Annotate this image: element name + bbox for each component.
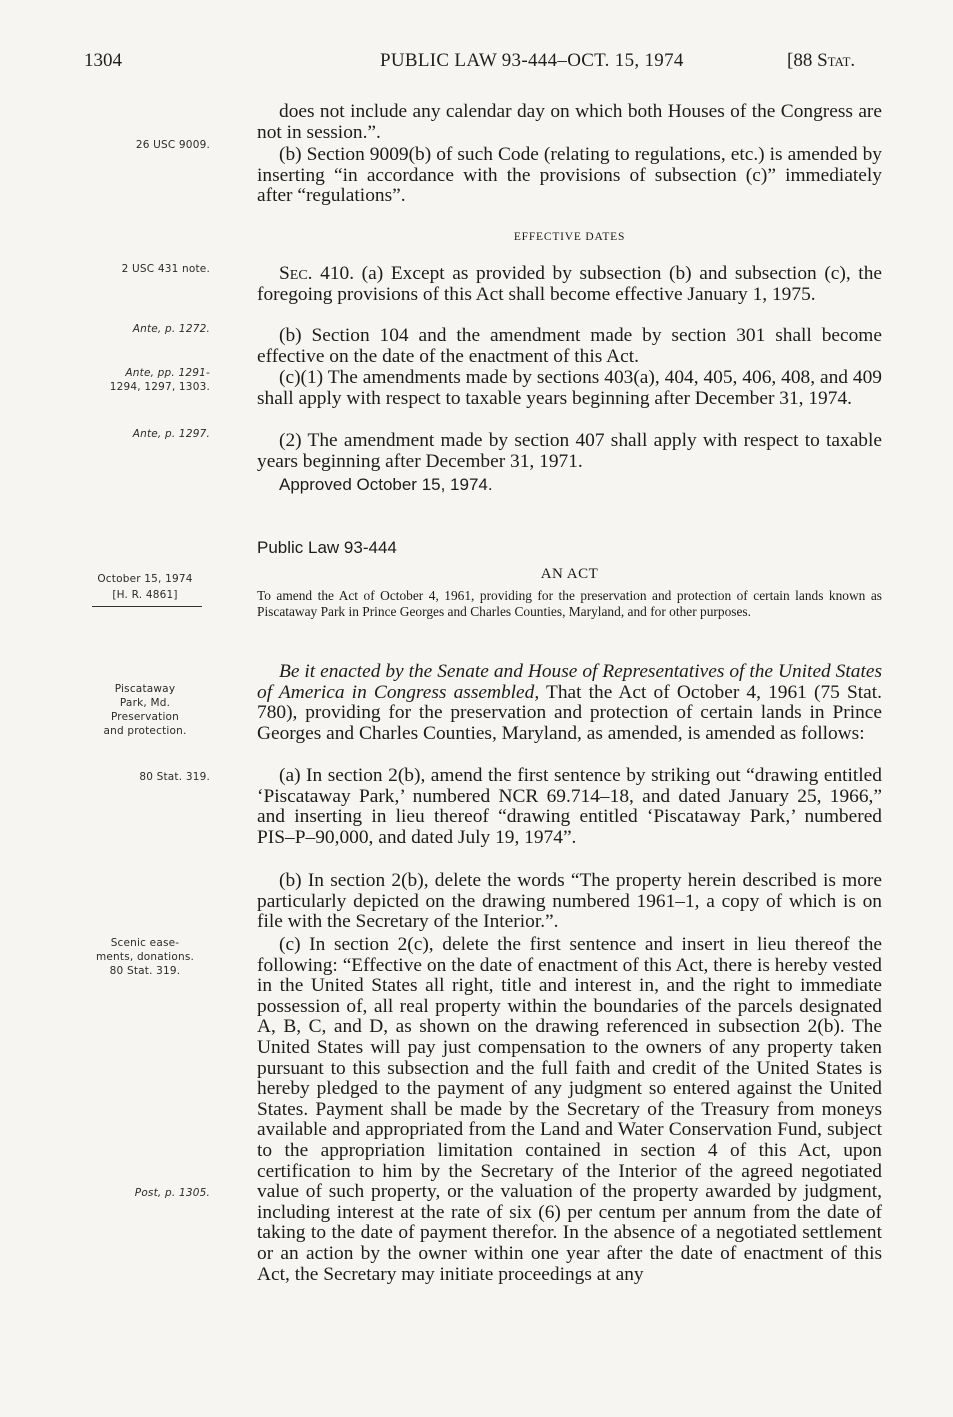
paragraph-9009b: (b) Section 9009(b) of such Code (relating to regulations, etc.) is amended by inserting “in accordance with the provisions of subsection (c)” immediately after “regulations”. <box>257 144 882 207</box>
statute-volume: [88 Stat. <box>787 50 856 71</box>
margin-note-post-1305: Post, p. 1305. <box>134 1187 210 1199</box>
heading-effective-dates: EFFECTIVE DATES <box>513 231 626 243</box>
margin-note-piscataway-1: Piscataway <box>114 683 176 695</box>
margin-note-ante-1297: Ante, p. 1297. <box>132 428 210 440</box>
amendment-c: (c) In section 2(c), delete the first sentence and insert in lieu thereof the following: “Effective on the date of enactment of this Act, there is hereby vested in the United States all right, title and interest in, and the right to immediate possession of, all real property within the boundaries of the parcels designated A, B, C, and D, as shown on the drawing referenced in subsection 2(b). The United States will pay just compensation to the owners of any property taken pursuant to this subsection and the full faith and credit of the United States is hereby pledged to the payment of any judgment so entered against the United States. Payment shall be made by the Secretary of the Treasury from moneys available and appropriated from the Land and Water Conservation Fund, subject to the appropriation limitation contained in section 4 of this Act, upon certification to him by the Secretary of the Interior of the agreed negotiated value of such property, or the valuation of the property awarded by judgment, including interest at the rate of six (6) per centum per annum from the date of taking to the date of payment therefor. In the absence of a negotiated settlement or an action by the owner within one year after the date of enactment of this Act, the Secretary may initiate proceedings at any <box>257 934 882 1285</box>
margin-note-scenic-1: Scenic ease- <box>110 937 180 949</box>
enacting-rest: That the Act of October 4, 1961 (75 Stat. 780), providing for the preservation and protection of certain lands in Prince Georges and Charles Counties, Maryland, as amended, is amended as follows: <box>257 681 882 744</box>
approved-date: Approved October 15, 1974. <box>279 475 493 494</box>
margin-note-bill: [H. R. 4861] <box>112 589 178 601</box>
margin-note-date: October 15, 1974 <box>97 573 193 585</box>
margin-note-26usc9009: 26 USC 9009. <box>135 139 210 151</box>
margin-note-80stat319-a: 80 Stat. 319. <box>139 771 210 783</box>
an-act-heading: AN ACT <box>540 566 599 582</box>
margin-note-piscataway-3: Preservation <box>110 711 180 723</box>
margin-note-scenic-3: 80 Stat. 319. <box>109 965 181 977</box>
enacting-clause <box>257 662 882 744</box>
paragraph-sec-410-c2: (2) The amendment made by section 407 shall apply with respect to taxable years beginning after December 31, 1971. <box>257 430 882 472</box>
paragraph-session-definition: does not include any calendar day on which both Houses of the Congress are not in session.”. <box>257 101 882 143</box>
page-number: 1304 <box>84 50 122 71</box>
margin-rule <box>92 606 202 607</box>
margin-note-piscataway-2: Park, Md. <box>119 697 171 709</box>
public-law-title: Public Law 93-444 <box>257 538 397 557</box>
amendment-b: (b) In section 2(b), delete the words “The property herein described is more particularly depicted on the drawing numbered 1961–1, a copy of which is on file with the Secretary of the Interior.”. <box>257 870 882 933</box>
sec-label: Sec. <box>279 263 313 284</box>
margin-note-2usc431: 2 USC 431 note. <box>121 263 210 275</box>
margin-note-scenic-2: ments, donations. <box>95 951 195 963</box>
margin-note-ante-1291: Ante, pp. 1291- <box>125 367 210 379</box>
running-title: PUBLIC LAW 93-444–OCT. 15, 1974 <box>380 50 684 71</box>
margin-note-ante-1294: 1294, 1297, 1303. <box>109 381 210 393</box>
margin-note-ante-1272: Ante, p. 1272. <box>132 323 210 335</box>
margin-note-piscataway-4: and protection. <box>103 725 187 737</box>
act-purpose: To amend the Act of October 4, 1961, providing for the preservation and protection of certain lands known as Piscataway Park in Prince Georges and Charles Counties, Maryland, and for other purposes. <box>257 588 882 619</box>
paragraph-sec-410-a <box>257 264 882 305</box>
paragraph-sec-410-b: (b) Section 104 and the amendment made by section 301 shall become effective on the date of the enactment of this Act. <box>257 325 882 367</box>
amendment-a: (a) In section 2(b), amend the first sentence by striking out “drawing entitled ‘Piscataway Park,’ numbered NCR 69.714–18, and dated January 25, 1966,” and inserting in lieu thereof “drawing entitled ‘Piscataway Park,’ numbered PIS–P–90,000, and dated July 19, 1974”. <box>257 765 882 848</box>
sec-410-a-text: 410. (a) Except as provided by subsection (b) and subsection (c), the foregoing provisions of this Act shall become effective January 1, 1975. <box>257 263 882 305</box>
enacting-italic: Be it enacted by the Senate and House of Representatives of the United States of America in Congress assembled, <box>257 661 882 703</box>
paragraph-sec-410-c1: (c)(1) The amendments made by sections 403(a), 404, 405, 406, 408, and 409 shall apply with respect to taxable years beginning after December 31, 1974. <box>257 367 882 409</box>
